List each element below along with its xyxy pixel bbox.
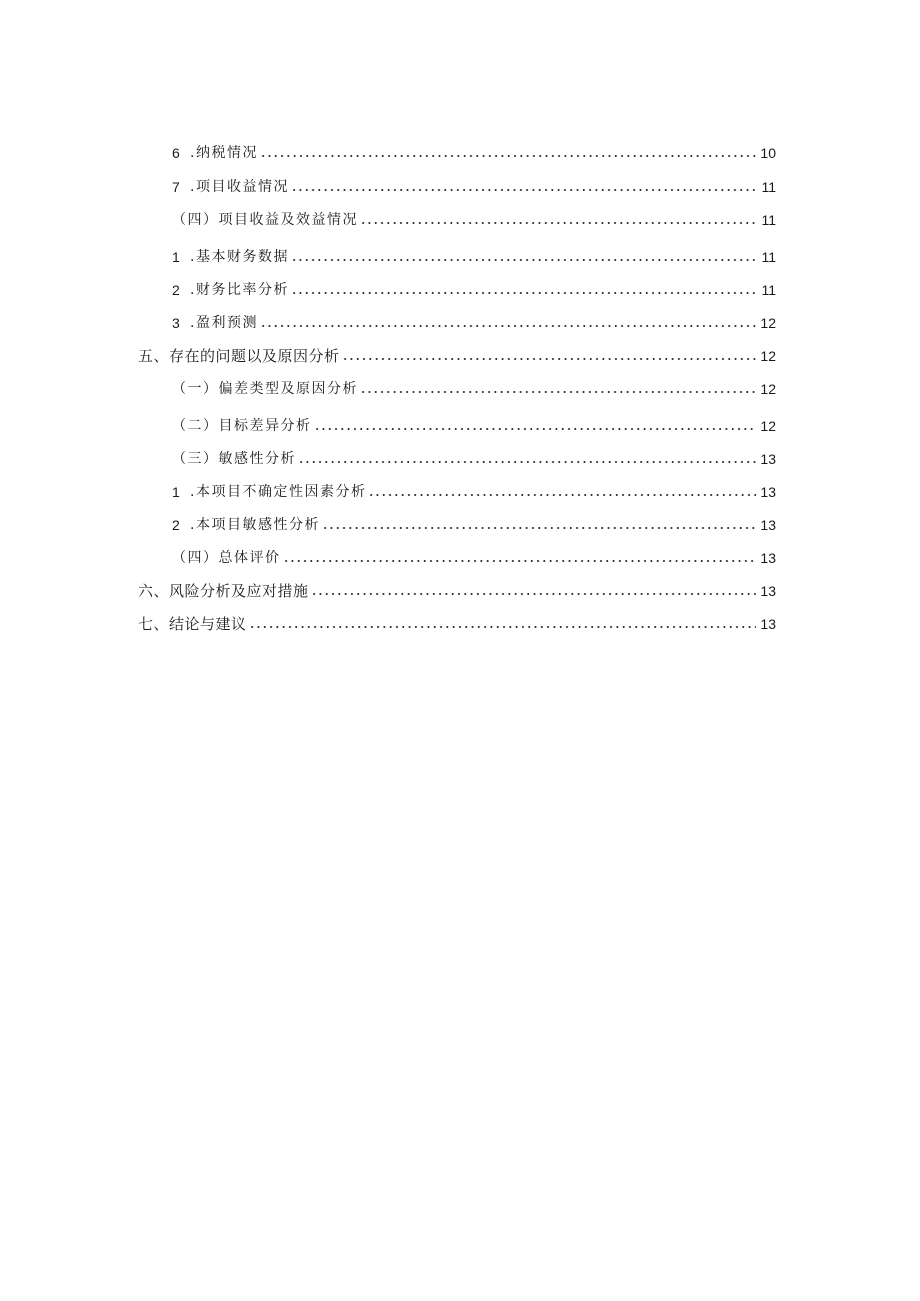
- toc-entry-number: 2: [172, 282, 180, 298]
- toc-entry-page: 11: [761, 212, 776, 228]
- toc-leader-dots: [298, 460, 756, 464]
- toc-leader-dots: [360, 390, 756, 394]
- toc-entry-page: 12: [760, 348, 776, 364]
- toc-entry-page: 13: [760, 451, 776, 467]
- toc-entry[interactable]: [138, 343, 776, 365]
- toc-entry-title: .本项目不确定性因素分析: [190, 484, 367, 500]
- toc-entry[interactable]: [138, 578, 776, 600]
- toc-entry-title: .本项目敏感性分析: [190, 517, 320, 533]
- toc-leader-dots: [322, 526, 756, 530]
- toc-entry[interactable]: [172, 277, 776, 299]
- toc-entry-number: 7: [172, 179, 180, 195]
- toc-entry[interactable]: [172, 512, 776, 534]
- toc-leader-dots: [260, 324, 756, 328]
- toc-entry-page: 13: [760, 484, 776, 500]
- toc-entry[interactable]: [172, 446, 776, 468]
- toc-entry-page: 10: [760, 145, 776, 161]
- toc-entry-page: 12: [760, 381, 776, 397]
- toc-leader-dots: [260, 154, 756, 158]
- toc-leader-dots: [283, 559, 757, 563]
- toc-entry[interactable]: [172, 413, 776, 435]
- toc-entry-number: 6: [172, 145, 180, 161]
- toc-leader-dots: [314, 427, 757, 431]
- toc-entry-title: （三）敏感性分析: [172, 451, 296, 467]
- toc-entry-title: （四）项目收益及效益情况: [172, 212, 358, 228]
- toc-entry-title: （一）偏差类型及原因分析: [172, 381, 358, 397]
- toc-entry-page: 11: [761, 179, 776, 195]
- toc-entry[interactable]: [172, 140, 776, 162]
- toc-leader-dots: [291, 188, 758, 192]
- toc-entry[interactable]: [172, 244, 776, 266]
- toc-entry-title: 七、结论与建议: [138, 615, 247, 633]
- toc-entry-title: 五、存在的问题以及原因分析: [138, 347, 340, 365]
- toc-entry-number: 2: [172, 517, 180, 533]
- toc-entry-title: .项目收益情况: [190, 179, 289, 195]
- toc-entry-title: .基本财务数据: [190, 249, 289, 265]
- toc-leader-dots: [342, 357, 757, 361]
- toc-entry[interactable]: [172, 479, 776, 501]
- toc-entry[interactable]: [172, 174, 776, 196]
- toc-entry-title: （四）总体评价: [172, 550, 281, 566]
- toc-leader-dots: [291, 291, 758, 295]
- toc-entry-title: （二）目标差异分析: [172, 418, 312, 434]
- toc-entry-page: 13: [760, 550, 776, 566]
- toc-entry[interactable]: [138, 611, 776, 633]
- toc-entry-title: .财务比率分析: [190, 282, 289, 298]
- toc-leader-dots: [360, 221, 757, 225]
- toc-entry-page: 13: [760, 517, 776, 533]
- toc-entry-title: .盈利预测: [190, 315, 258, 331]
- toc-entry[interactable]: [172, 545, 776, 567]
- toc-entry-page: 13: [760, 583, 776, 599]
- toc-entry-page: 12: [760, 315, 776, 331]
- toc-entry-page: 11: [761, 249, 776, 265]
- toc-entry[interactable]: [172, 376, 776, 398]
- toc-entry-number: 3: [172, 315, 180, 331]
- toc-leader-dots: [291, 258, 758, 262]
- toc-entry-number: 1: [172, 484, 180, 500]
- toc-entry-page: 12: [760, 418, 776, 434]
- toc-entry-number: 1: [172, 249, 180, 265]
- toc-entry-title: 六、风险分析及应对措施: [138, 582, 309, 600]
- toc-leader-dots: [249, 625, 757, 629]
- toc-leader-dots: [368, 493, 756, 497]
- toc-entry-page: 11: [761, 282, 776, 298]
- toc-entry[interactable]: [172, 207, 776, 229]
- toc-entry-title: .纳税情况: [190, 145, 258, 161]
- toc-entry-page: 13: [760, 616, 776, 632]
- toc-entry[interactable]: [172, 310, 776, 332]
- toc-leader-dots: [311, 592, 757, 596]
